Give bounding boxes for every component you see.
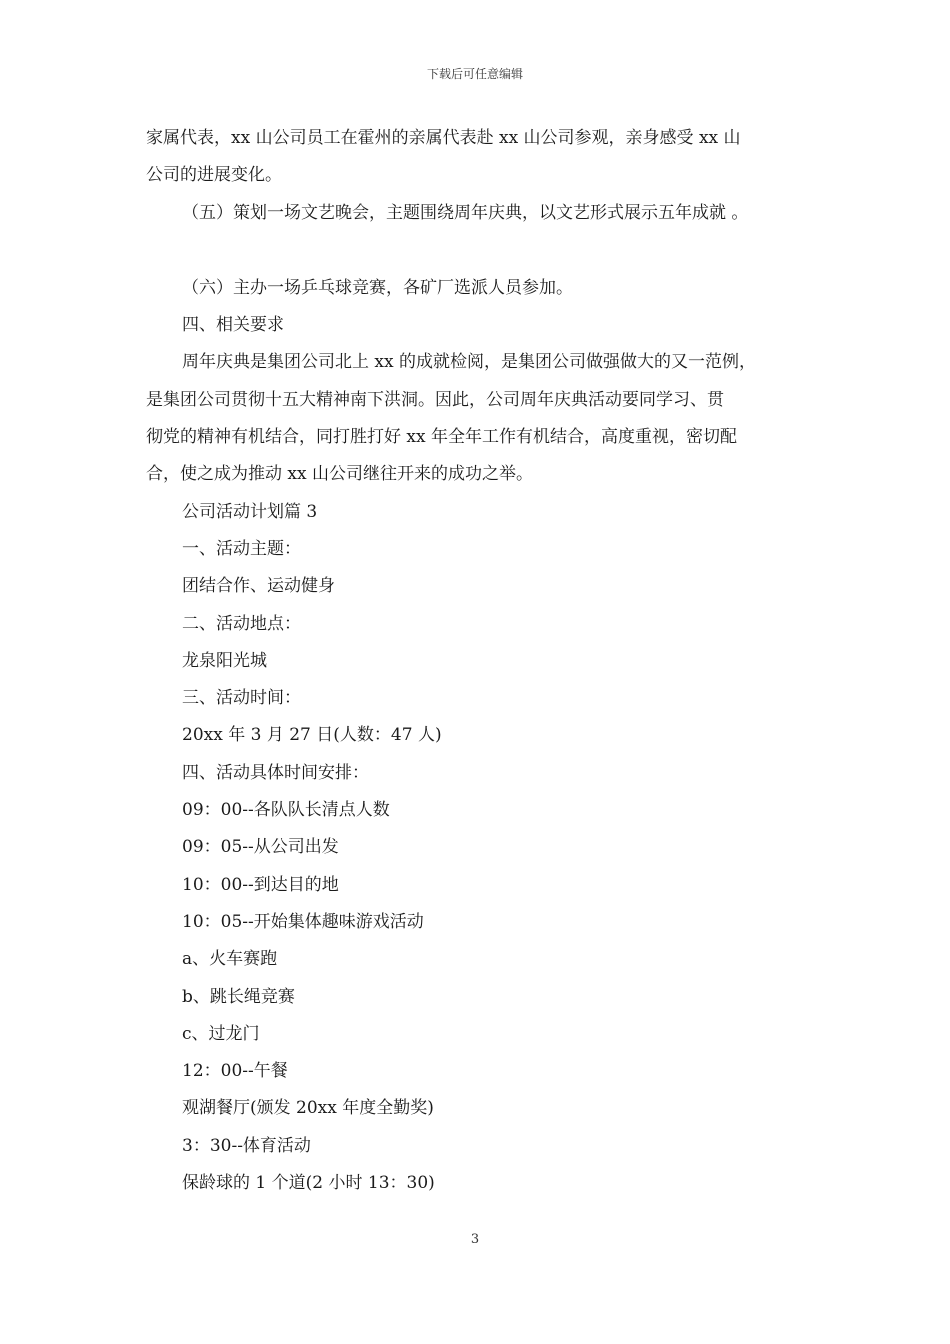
section-heading: 三、活动时间： bbox=[182, 688, 301, 709]
list-item: c、过龙门 bbox=[182, 1023, 260, 1044]
paragraph-line: 团结合作、运动健身 bbox=[182, 576, 335, 597]
paragraph-line: 家属代表，xx 山公司员工在霍州的亲属代表赴 xx 山公司参观，亲身感受 xx 山 bbox=[146, 128, 741, 148]
paragraph-line: 保龄球的 1 个道(2 小时 13：30) bbox=[182, 1173, 435, 1194]
paragraph-line: 龙泉阳光城 bbox=[182, 650, 267, 671]
schedule-item: 10：00--到达目的地 bbox=[182, 874, 339, 895]
blank-line bbox=[146, 232, 826, 270]
paragraph-line: （五）策划一场文艺晚会，主题围绕周年庆典，以文艺形式展示五年成就 。 bbox=[182, 202, 749, 223]
paragraph-line: 20xx 年 3 月 27 日(人数：47 人) bbox=[182, 725, 442, 746]
schedule-item: 09：00--各队队长清点人数 bbox=[182, 800, 390, 821]
paragraph-line: 彻党的精神有机结合，同打胜打好 xx 年全年工作有机结合，高度重视，密切配 bbox=[146, 427, 737, 448]
section-heading: 四、相关要求 bbox=[182, 315, 284, 336]
schedule-item: 12：00--午餐 bbox=[182, 1061, 288, 1082]
document-body bbox=[146, 120, 826, 1202]
page-number: 3 bbox=[470, 1232, 480, 1247]
paragraph-line: （六）主办一场乒乓球竞赛，各矿厂选派人员参加。 bbox=[182, 277, 573, 298]
paragraph-line: 合，使之成为推动 xx 山公司继往开来的成功之举。 bbox=[146, 464, 533, 485]
paragraph-line: 周年庆典是集团公司北上 xx 的成就检阅，是集团公司做强做大的又一范例， bbox=[182, 352, 756, 373]
section-heading: 四、活动具体时间安排： bbox=[182, 762, 369, 783]
schedule-item: 09：05--从公司出发 bbox=[182, 837, 339, 858]
schedule-item: 10：05--开始集体趣味游戏活动 bbox=[182, 911, 424, 932]
schedule-item: 3：30--体育活动 bbox=[182, 1135, 311, 1156]
paragraph-line: 公司的进展变化。 bbox=[146, 165, 282, 186]
paragraph-line: 是集团公司贯彻十五大精神南下洪洞。因此，公司周年庆典活动要同学习、贯 bbox=[146, 389, 724, 410]
section-heading: 一、活动主题： bbox=[182, 538, 301, 559]
section-title: 公司活动计划篇 3 bbox=[182, 501, 318, 522]
list-item: a、火车赛跑 bbox=[182, 949, 278, 970]
list-item: b、跳长绳竞赛 bbox=[182, 986, 295, 1007]
section-heading: 二、活动地点： bbox=[182, 613, 301, 634]
page-header: 下载后可任意编辑 bbox=[426, 67, 523, 81]
paragraph-line: 观湖餐厅(颁发 20xx 年度全勤奖) bbox=[182, 1098, 434, 1119]
